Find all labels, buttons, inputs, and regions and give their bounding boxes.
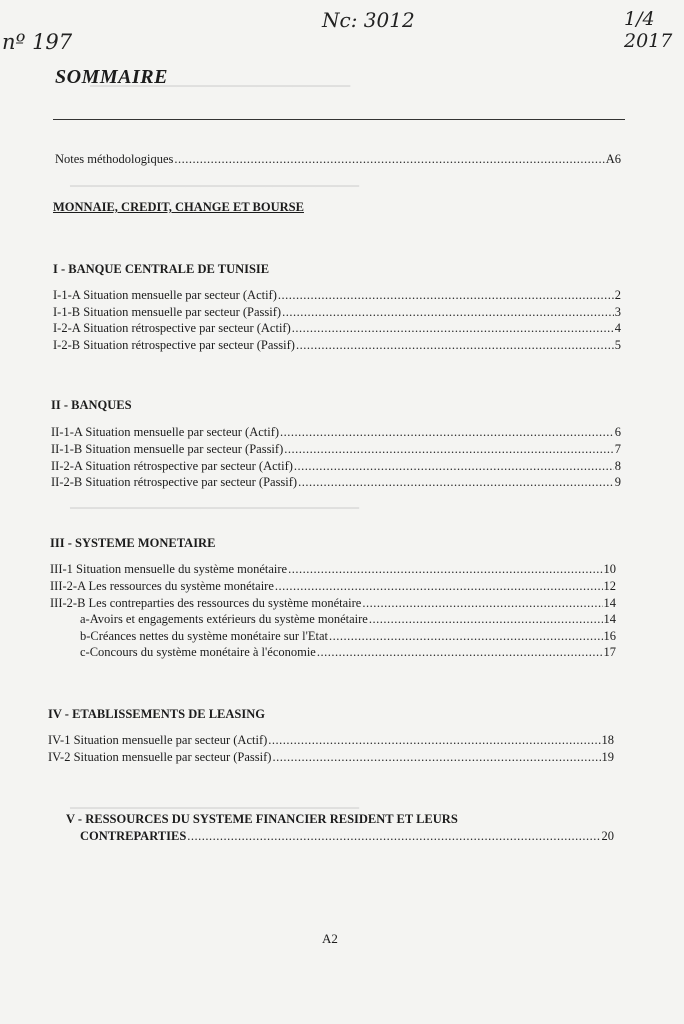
show-through-text: ━━━━━━━━━━━━━━━━━━━━━━━━━━━━━━━━━━━━━━━━ bbox=[70, 801, 359, 815]
toc-entry-page: 4 bbox=[614, 321, 621, 335]
leader-dots bbox=[268, 732, 600, 748]
leader-dots bbox=[296, 337, 614, 353]
page-number: A2 bbox=[322, 931, 338, 946]
section-heading: I - BANQUE CENTRALE DE TUNISIE bbox=[53, 262, 270, 276]
leader-dots bbox=[292, 320, 614, 336]
leader-dots bbox=[272, 749, 600, 765]
toc-entry-label: II-2-A Situation rétrospective par secteur (Actif) bbox=[51, 459, 293, 473]
toc-entry-page: 19 bbox=[601, 750, 614, 764]
toc-entry-page: 17 bbox=[603, 645, 616, 659]
handwritten-page-count: 1/4 bbox=[624, 8, 655, 30]
page-title: SOMMAIRE bbox=[55, 66, 168, 88]
toc-entry-label: III-2-B Les contreparties des ressources du système monétaire bbox=[50, 596, 362, 610]
toc-entry-label: II-1-A Situation mensuelle par secteur (Actif) bbox=[51, 425, 280, 439]
toc-entry-label: III-2-A Les ressources du système monétaire bbox=[50, 579, 274, 593]
toc-entry bbox=[50, 578, 616, 594]
leader-dots bbox=[288, 561, 602, 577]
leader-dots bbox=[329, 628, 602, 644]
toc-entry bbox=[53, 320, 621, 336]
toc-entry-page: A6 bbox=[605, 152, 621, 166]
main-heading: MONNAIE, CREDIT, CHANGE ET BOURSE bbox=[53, 200, 304, 214]
toc-entry-label: Notes méthodologiques bbox=[55, 152, 174, 166]
toc-entry-page: 5 bbox=[614, 338, 621, 352]
toc-entry bbox=[48, 732, 614, 748]
toc-entry-page: 14 bbox=[603, 612, 616, 626]
toc-subentry bbox=[80, 611, 616, 627]
toc-entry-page: 7 bbox=[614, 442, 621, 456]
toc-entry-label: b-Créances nettes du système monétaire sur l'Etat bbox=[80, 629, 329, 643]
toc-entry-page: 18 bbox=[601, 733, 614, 747]
toc-entry-page: 16 bbox=[603, 629, 616, 643]
toc-entry bbox=[51, 441, 621, 457]
toc-entry-page: 10 bbox=[603, 562, 616, 576]
show-through-text: ━━━━━━━━━━━━━━━━━━━━━━━━━━━━━━━━━━━━━━━━ bbox=[70, 501, 359, 515]
leader-dots bbox=[174, 151, 604, 167]
toc-entry-label: I-1-B Situation mensuelle par secteur (Passif) bbox=[53, 305, 282, 319]
toc-entry bbox=[80, 828, 614, 844]
toc-entry bbox=[51, 474, 621, 490]
toc-entry bbox=[53, 337, 621, 353]
toc-entry-page: 12 bbox=[603, 579, 616, 593]
leader-dots bbox=[362, 595, 602, 611]
leader-dots bbox=[187, 828, 600, 844]
leader-dots bbox=[275, 578, 603, 594]
toc-subentry bbox=[80, 628, 616, 644]
toc-entry-label: I-1-A Situation mensuelle par secteur (Actif) bbox=[53, 288, 277, 302]
toc-entry-label: a-Avoirs et engagements extérieurs du système monétaire bbox=[80, 612, 368, 626]
toc-entry bbox=[50, 595, 616, 611]
toc-entry-label: II-1-B Situation mensuelle par secteur (Passif) bbox=[51, 442, 284, 456]
leader-dots bbox=[369, 611, 603, 627]
toc-entry bbox=[53, 287, 621, 303]
toc-entry-label: II-2-B Situation rétrospective par secteur (Passif) bbox=[51, 475, 298, 489]
handwritten-year: 2017 bbox=[624, 30, 673, 52]
leader-dots bbox=[317, 644, 603, 660]
section-heading: V - RESSOURCES DU SYSTEME FINANCIER RESIDENT ET LEURS bbox=[66, 812, 458, 826]
section-heading: III - SYSTEME MONETAIRE bbox=[50, 536, 216, 550]
toc-entry bbox=[50, 561, 616, 577]
show-through-text: ━━━━━━━━━━━━━━━━━━━━━━━━━━━━━━━━━━━━━━━━ bbox=[70, 179, 359, 193]
handwritten-page-date bbox=[624, 8, 672, 52]
toc-subentry bbox=[80, 644, 616, 660]
toc-entry-page: 14 bbox=[603, 596, 616, 610]
toc-entry-page: 8 bbox=[614, 459, 621, 473]
handwritten-number: nº 197 bbox=[2, 30, 73, 54]
show-through-text: ━━━━━━━━━━━━━━━━━━━━━━━━━━━━━━━━━━━━ bbox=[90, 79, 351, 93]
leader-dots bbox=[282, 304, 614, 320]
toc-entry-label: III-1 Situation mensuelle du système monétaire bbox=[50, 562, 288, 576]
toc-entry-page: 2 bbox=[614, 288, 621, 302]
toc-entry-label: c-Concours du système monétaire à l'économie bbox=[80, 645, 316, 659]
toc-entry-label: IV-1 Situation mensuelle par secteur (Actif) bbox=[48, 733, 268, 747]
toc-entry bbox=[53, 304, 621, 320]
toc-entry-label: I-2-B Situation rétrospective par secteur (Passif) bbox=[53, 338, 295, 352]
toc-entry-page: 9 bbox=[614, 475, 621, 489]
toc-entry-page: 20 bbox=[601, 829, 614, 843]
toc-entry bbox=[51, 424, 621, 440]
handwritten-reference: Nc: 3012 bbox=[322, 8, 415, 32]
leader-dots bbox=[284, 441, 614, 457]
toc-entry-label: CONTREPARTIES bbox=[80, 829, 187, 843]
toc-entry bbox=[48, 749, 614, 765]
leader-dots bbox=[280, 424, 614, 440]
toc-entry-notes bbox=[55, 151, 621, 167]
toc-entry-page: 3 bbox=[614, 305, 621, 319]
section-heading: II - BANQUES bbox=[51, 398, 132, 412]
leader-dots bbox=[294, 458, 614, 474]
toc-entry bbox=[51, 458, 621, 474]
title-underline bbox=[53, 119, 625, 120]
toc-entry-label: I-2-A Situation rétrospective par secteur (Actif) bbox=[53, 321, 291, 335]
section-heading: IV - ETABLISSEMENTS DE LEASING bbox=[48, 707, 265, 721]
toc-entry-label: IV-2 Situation mensuelle par secteur (Passif) bbox=[48, 750, 272, 764]
leader-dots bbox=[278, 287, 614, 303]
leader-dots bbox=[298, 474, 614, 490]
toc-entry-page: 6 bbox=[614, 425, 621, 439]
